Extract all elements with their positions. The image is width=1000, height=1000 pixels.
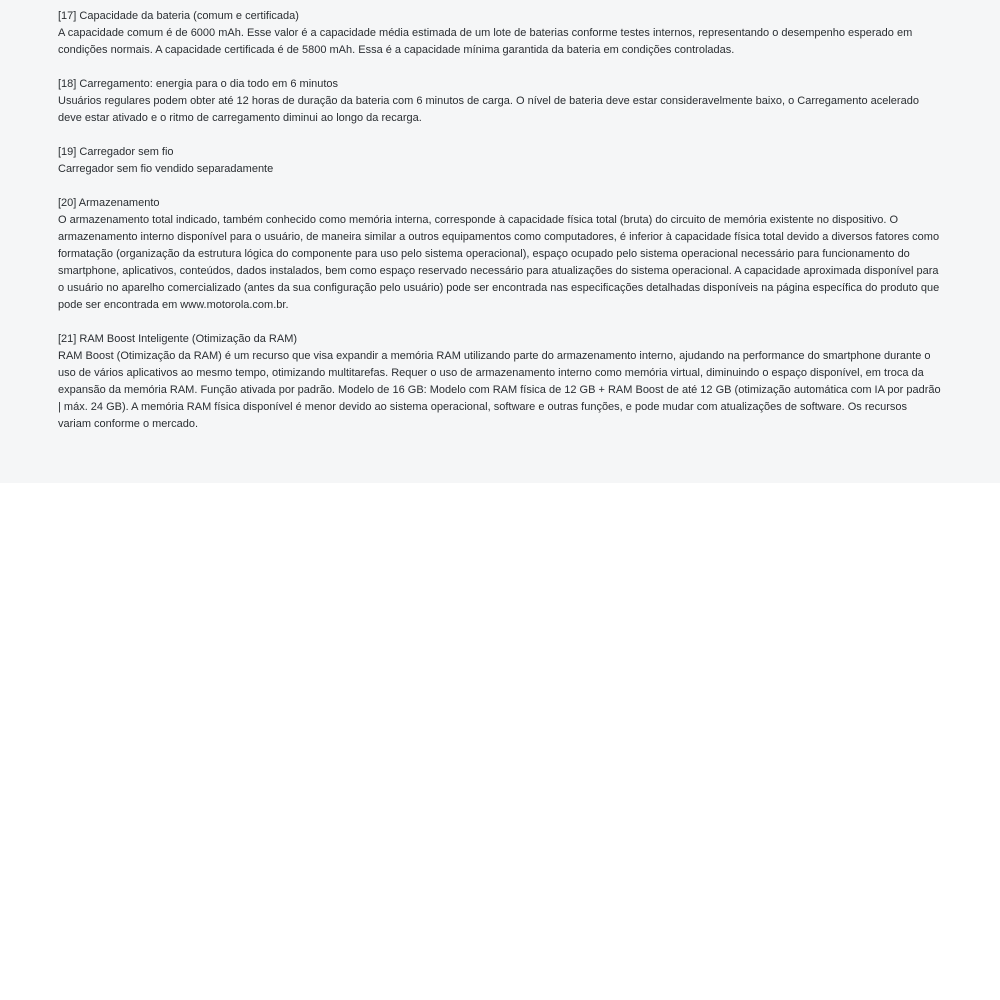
empty-page-area	[0, 483, 1000, 1000]
footnote-body: RAM Boost (Otimização da RAM) é um recurso que visa expandir a memória RAM utilizando parte do armazenamento interno, ajudando na performance do smartphone durante o uso de vários aplicativos ao mesmo tempo, otimizando multitarefas. Requer o uso de armazenamento interno como memória virtual, diminuindo o espaço disponível, em troca da expansão da memória RAM. Função ativada por padrão. Modelo de 16 GB: Modelo com RAM física de 12 GB + RAM Boost de até 12 GB (otimização automática com IA por padrão | máx. 24 GB). A memória RAM física disponível é menor devido ao sistema operacional, software e outras funções, e pode mudar com atualizações de software. Os recursos variam conforme o mercado.	[58, 350, 941, 430]
footnote-heading: [21] RAM Boost Inteligente (Otimização da RAM)	[58, 333, 298, 345]
footnote-20-storage	[58, 195, 942, 314]
footnotes-panel	[0, 0, 1000, 483]
footnote-19-wireless-charger	[58, 144, 942, 178]
footnote-body: A capacidade comum é de 6000 mAh. Esse valor é a capacidade média estimada de um lote de baterias conforme testes internos, representando o desempenho esperado em condições normais. A capacidade certificada é de 5800 mAh. Essa é a capacidade mínima garantida da bateria em condições controladas.	[58, 27, 913, 56]
footnote-body: O armazenamento total indicado, também conhecido como memória interna, corresponde à capacidade física total (bruta) do circuito de memória existente no dispositivo. O armazenamento interno disponível para o usuário, de maneira similar a outros equipamentos como computadores, é inferior à capacidade física total devido a diversos fatores como formatação (organização da estrutura lógica do componente para uso pelo sistema operacional), espaço ocupado pelo sistema operacional necessário para funcionamento do smartphone, aplicativos, conteúdos, dados instalados, bem como espaço reservado necessário para atualizações do sistema operacional. A capacidade aproximada disponível para o usuário no aparelho comercializado (antes da sua configuração pelo usuário) pode ser encontrada nas especificações detalhadas disponíveis na página específica do produto que pode ser encontrada em www.motorola.com.br.	[58, 214, 940, 311]
footnote-heading: [19] Carregador sem fio	[58, 146, 174, 158]
footnotes-list	[58, 8, 942, 450]
footnote-heading: [17] Capacidade da bateria (comum e certificada)	[58, 10, 299, 22]
footnote-17-battery-capacity	[58, 8, 942, 59]
footnote-18-charging	[58, 76, 942, 127]
footnote-heading: [20] Armazenamento	[58, 197, 160, 209]
footnote-heading: [18] Carregamento: energia para o dia todo em 6 minutos	[58, 78, 339, 90]
footnote-21-ram-boost	[58, 331, 942, 433]
footnote-body: Carregador sem fio vendido separadamente	[58, 163, 274, 175]
footnote-body: Usuários regulares podem obter até 12 horas de duração da bateria com 6 minutos de carga. O nível de bateria deve estar consideravelmente baixo, o Carregamento acelerado deve estar ativado e o ritmo de carregamento diminui ao longo da recarga.	[58, 95, 919, 124]
